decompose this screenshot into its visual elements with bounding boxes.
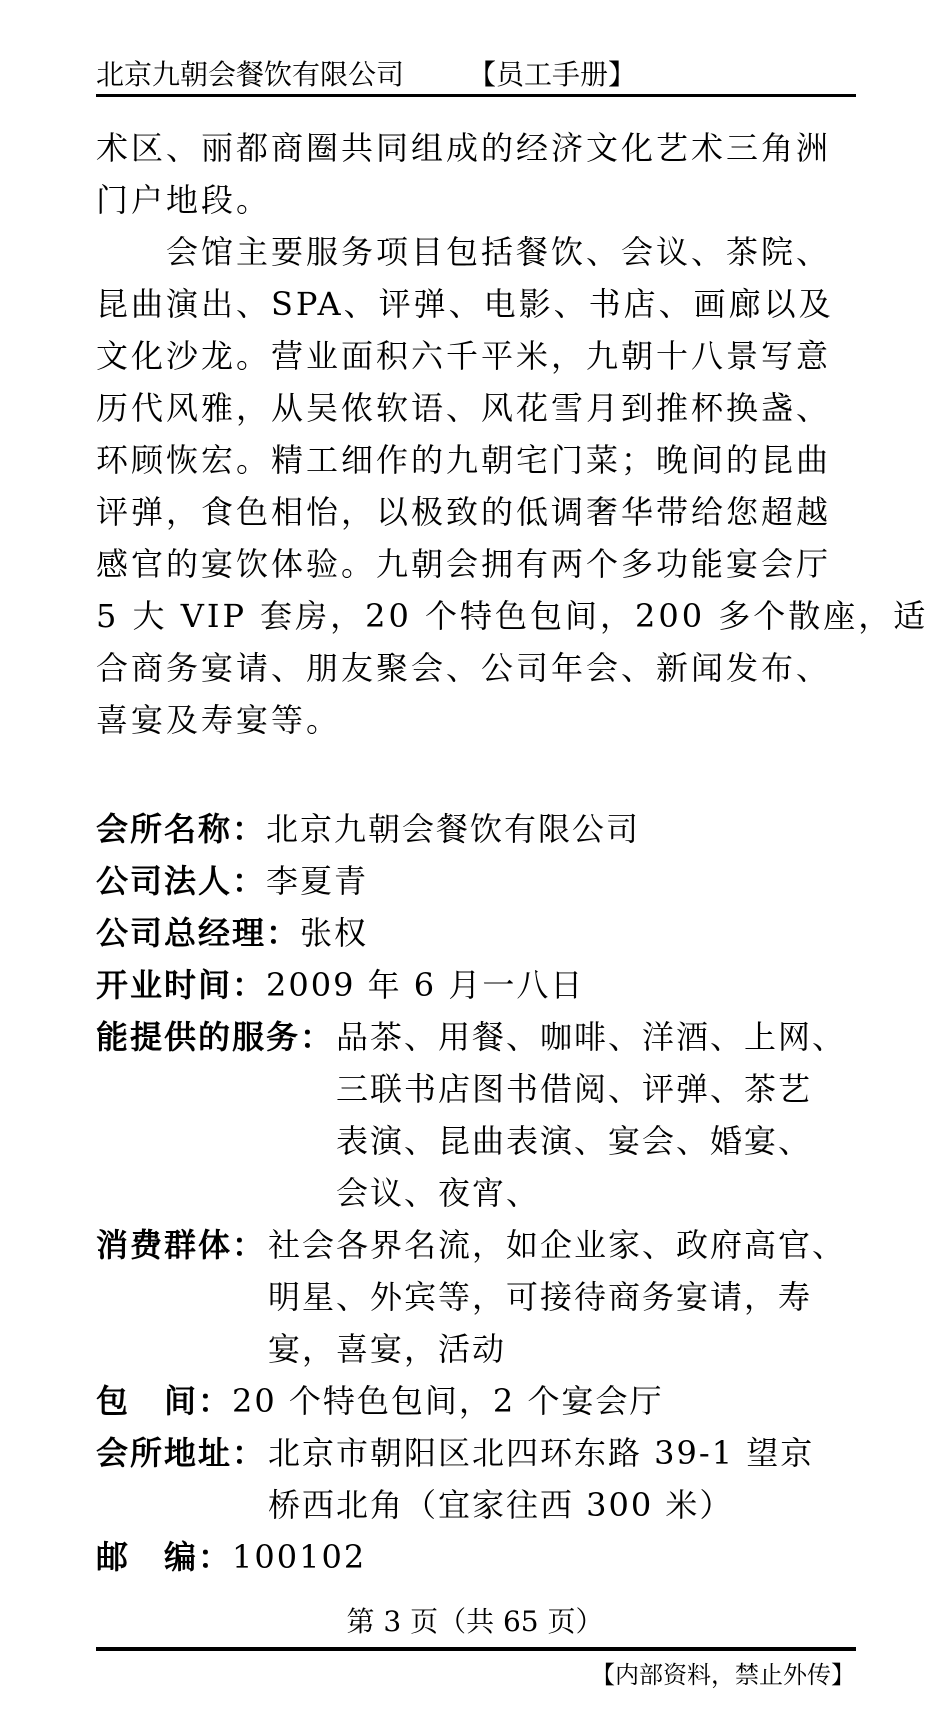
info-value-cont: 桥西北角（宜家往西 300 米）	[268, 1486, 734, 1524]
body-line: 评弹，食色相怡，以极致的低调奢华带给您超越	[96, 493, 832, 531]
info-value-cont: 宴，喜宴，活动	[268, 1330, 507, 1368]
info-value-cont: 表演、昆曲表演、宴会、婚宴、	[336, 1122, 813, 1160]
info-label: 能提供的服务：	[96, 1018, 335, 1056]
body-line: 文化沙龙。营业面积六千平米，九朝十八景写意	[96, 337, 832, 375]
body-line: 合商务宴请、朋友聚会、公司年会、新闻发布、	[96, 649, 832, 687]
body-line: 感官的宴饮体验。九朝会拥有两个多功能宴会厅	[96, 545, 832, 583]
body-line: 喜宴及寿宴等。	[96, 701, 342, 739]
info-row-legal	[96, 855, 886, 907]
info-value: 2009 年 6 月一八日	[266, 966, 585, 1004]
info-label: 消费群体：	[96, 1226, 267, 1264]
info-value: 北京市朝阳区北四环东路 39-1 望京	[268, 1434, 815, 1472]
info-row-customers	[96, 1219, 886, 1375]
info-row-services	[96, 1011, 886, 1219]
info-row-opening	[96, 959, 886, 1011]
info-label: 公司总经理：	[96, 914, 301, 952]
page-header	[96, 55, 856, 95]
body-line: 会馆主要服务项目包括餐饮、会议、茶院、	[166, 233, 832, 271]
info-value: 品茶、用餐、咖啡、洋酒、上网、	[336, 1018, 847, 1056]
body-line: 历代风雅，从吴侬软语、风花雪月到推杯换盏、	[96, 389, 832, 427]
info-value-cont: 三联书店图书借阅、评弹、茶艺	[336, 1070, 813, 1108]
info-value: 20 个特色包间，2 个宴会厅	[232, 1382, 664, 1420]
info-row-postcode	[96, 1531, 886, 1583]
info-row-gm	[96, 907, 886, 959]
body-paragraphs	[96, 122, 929, 746]
body-line: 术区、丽都商圈共同组成的经济文化艺术三角洲	[96, 129, 832, 167]
info-value: 张权	[300, 914, 369, 952]
info-value: 李夏青	[266, 862, 369, 900]
info-row-name	[96, 803, 886, 855]
info-value-cont: 会议、夜宵、	[336, 1174, 541, 1212]
body-line: 门户地段。	[96, 181, 272, 219]
info-value-cont: 明星、外宾等，可接待商务宴请，寿	[268, 1278, 813, 1316]
info-label: 包 间：	[96, 1382, 233, 1420]
header-divider	[96, 94, 856, 97]
company-info-list	[96, 803, 886, 1583]
info-value: 北京九朝会餐饮有限公司	[266, 810, 641, 848]
info-value: 社会各界名流，如企业家、政府高官、	[268, 1226, 847, 1264]
body-line: 昆曲演出、SPA、评弹、电影、书店、画廊以及	[96, 285, 834, 323]
header-manual-title: 【员工手册】	[468, 58, 637, 91]
body-line: 5 大 VIP 套房，20 个特色包间，200 多个散座，适	[96, 597, 929, 635]
info-label: 会所地址：	[96, 1434, 267, 1472]
info-row-rooms	[96, 1375, 886, 1427]
footer-divider	[96, 1647, 856, 1651]
header-company-name: 北京九朝会餐饮有限公司	[96, 58, 405, 91]
info-label: 邮 编：	[96, 1538, 233, 1576]
page-number: 第 3 页（共 65 页）	[346, 1605, 604, 1638]
info-label: 公司法人：	[96, 862, 267, 900]
info-row-address	[96, 1427, 886, 1531]
info-label: 开业时间：	[96, 966, 267, 1004]
confidential-note: 【内部资料，禁止外传】	[591, 1661, 855, 1689]
info-label: 会所名称：	[96, 810, 267, 848]
body-line: 环顾恢宏。精工细作的九朝宅门菜；晚间的昆曲	[96, 441, 832, 479]
info-value: 100102	[232, 1538, 367, 1576]
